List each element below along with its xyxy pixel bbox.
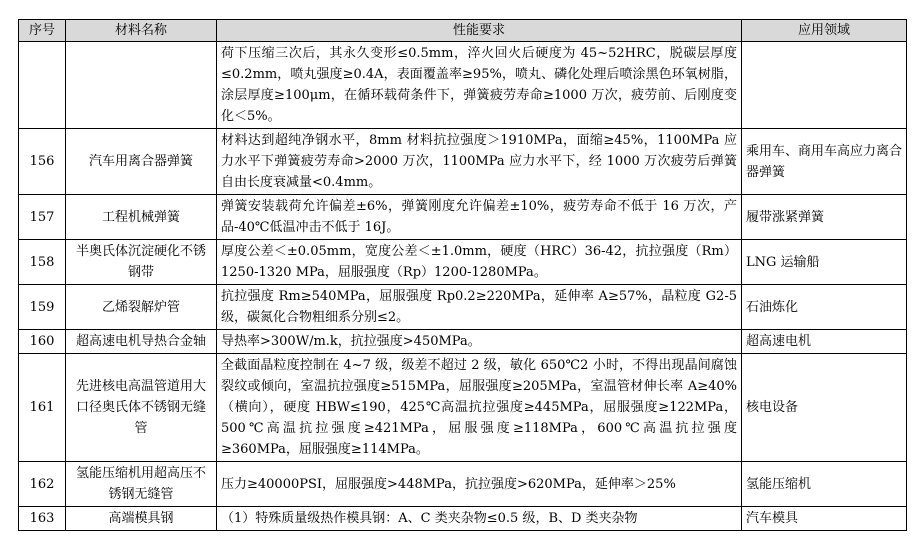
row-number: 156 (19, 129, 66, 195)
application-field: 履带涨紧弹簧 (742, 195, 907, 240)
table-row (19, 354, 907, 462)
header-row (19, 20, 907, 42)
material-name: 先进核电高温管道用大口径奥氏体不锈钢无缝管 (66, 354, 217, 462)
material-name: 汽车用离合器弹簧 (66, 129, 217, 195)
performance-requirements: 全截面晶粒度控制在 4~7 级，级差不超过 2 级，敏化 650℃2 小时，不得出现晶间腐蚀裂纹或倾向，室温抗拉强度≥515MPa，屈服强度≥205MPa，室温管材伸长率 A≥40%（横向），硬度 HBW≤190，425℃高温抗拉强度≥445MPa，屈服强度≥122MPa，500℃高温抗拉强度≥421MPa，屈服强度≥118MPa，600℃高温抗拉强度≥360MPa，屈服强度≥114MPa。 (217, 354, 742, 462)
application-field: 石油炼化 (742, 285, 907, 330)
materials-table (18, 19, 907, 531)
material-name (66, 42, 217, 129)
table-row (19, 42, 907, 129)
header-application-field: 应用领域 (742, 20, 907, 42)
performance-requirements: 抗拉强度 Rm≥540MPa，屈服强度 Rp0.2≥220MPa，延伸率 A≥57%，晶粒度 G2-5 级，碳氮化合物粗细系分别≤2。 (217, 285, 742, 330)
row-number: 158 (19, 240, 66, 285)
performance-requirements: 导热率>300W/m.k，抗拉强度>450MPa。 (217, 330, 742, 354)
table-row (19, 129, 907, 195)
material-name: 半奥氏体沉淀硬化不锈钢带 (66, 240, 217, 285)
table-row (19, 330, 907, 354)
performance-requirements: 材料达到超纯净钢水平，8mm 材料抗拉强度＞1910MPa，面缩≥45%，1100MPa 应力水平下弹簧疲劳寿命>2000 万次，1100MPa 应力水平下，经 1000 万次疲劳后弹簧自由长度衰减量<0.4mm。 (217, 129, 742, 195)
performance-requirements: 弹簧安装载荷允许偏差±6%，弹簧刚度允许偏差±10%，疲劳寿命不低于 16 万次，产品-40℃低温冲击不低于 16J。 (217, 195, 742, 240)
material-name: 超高速电机导热合金轴 (66, 330, 217, 354)
row-number: 157 (19, 195, 66, 240)
row-number: 159 (19, 285, 66, 330)
row-number: 160 (19, 330, 66, 354)
application-field: LNG 运输船 (742, 240, 907, 285)
application-field: 核电设备 (742, 354, 907, 462)
row-number (19, 42, 66, 129)
application-field: 汽车模具 (742, 507, 907, 531)
performance-requirements: （1）特殊质量级热作模具钢：A、C 类夹杂物≤0.5 级，B、D 类夹杂物 (217, 507, 742, 531)
row-number: 162 (19, 462, 66, 507)
material-name: 高端模具钢 (66, 507, 217, 531)
material-name: 工程机械弹簧 (66, 195, 217, 240)
header-material-name: 材料名称 (66, 20, 217, 42)
performance-requirements: 厚度公差＜±0.05mm，宽度公差＜±1.0mm，硬度（HRC）36-42，抗拉强度（Rm）1250-1320 MPa，屈服强度（Rp）1200-1280MPa。 (217, 240, 742, 285)
application-field (742, 42, 907, 129)
table-row (19, 507, 907, 531)
row-number: 163 (19, 507, 66, 531)
table-row (19, 462, 907, 507)
header-performance-requirements: 性能要求 (217, 20, 742, 42)
performance-requirements: 荷下压缩三次后，其永久变形≤0.5mm，淬火回火后硬度为 45~52HRC，脱碳层厚度≤0.2mm，喷丸强度≥0.4A，表面覆盖率≥95%，喷丸、磷化处理后喷涂黑色环氧树脂，涂层厚度≥100μm，在循环载荷条件下，弹簧疲劳寿命≥1000 万次，疲劳前、后刚度变化＜5%。 (217, 42, 742, 129)
material-name: 乙烯裂解炉管 (66, 285, 217, 330)
performance-requirements: 压力≥40000PSI，屈服强度>448MPa，抗拉强度>620MPa，延伸率＞25% (217, 462, 742, 507)
application-field: 超高速电机 (742, 330, 907, 354)
material-name: 氢能压缩机用超高压不锈钢无缝管 (66, 462, 217, 507)
application-field: 乘用车、商用车高应力离合器弹簧 (742, 129, 907, 195)
application-field: 氢能压缩机 (742, 462, 907, 507)
table-row (19, 195, 907, 240)
row-number: 161 (19, 354, 66, 462)
table-row (19, 285, 907, 330)
header-no: 序号 (19, 20, 66, 42)
table-row (19, 240, 907, 285)
